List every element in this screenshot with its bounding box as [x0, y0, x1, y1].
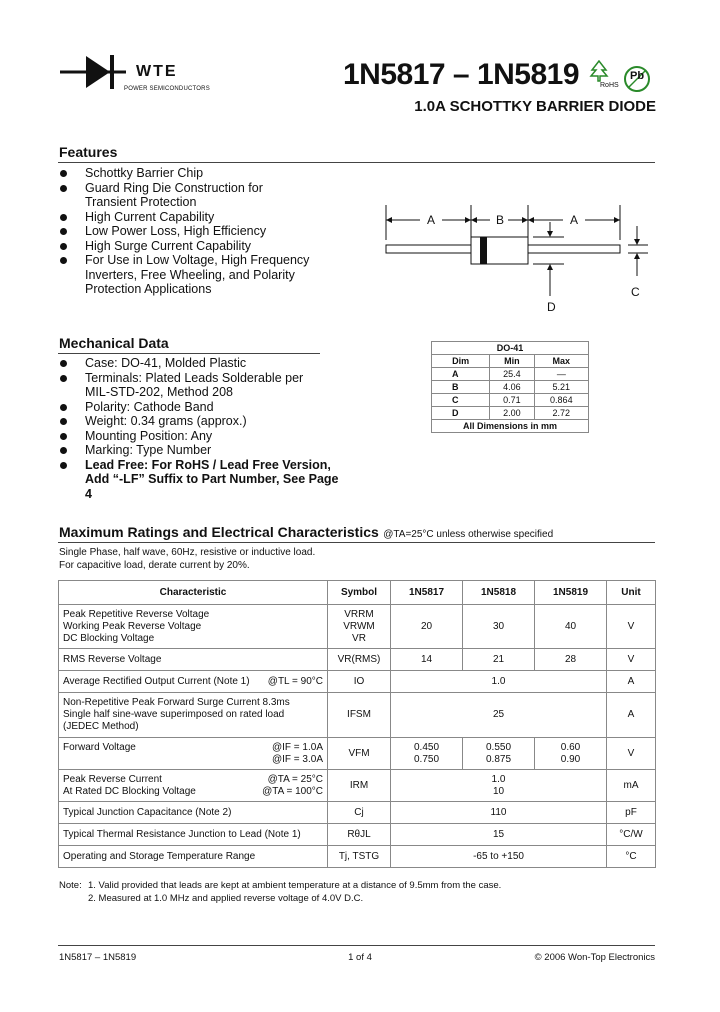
ratings-cell: A	[607, 671, 656, 693]
diode-symbol-logo-icon	[58, 52, 128, 94]
ratings-cell: 28	[535, 649, 607, 671]
dim-cell: —	[534, 368, 588, 381]
mechanical-item: Marking: Type Number	[58, 443, 358, 458]
ratings-cell: 40	[535, 605, 607, 649]
ratings-text: Average Rectified Output Current (Note 1)	[63, 675, 250, 687]
ratings-cell: 1.0	[391, 671, 607, 693]
ratings-heading: Maximum Ratings and Electrical Characteristics	[59, 524, 379, 540]
ratings-row-thermal	[59, 824, 656, 846]
ratings-row-surge	[59, 693, 656, 738]
ratings-text: 0.750	[413, 753, 440, 765]
mechanical-item: Polarity: Cathode Band	[58, 400, 358, 415]
mechanical-item: Weight: 0.34 grams (approx.)	[58, 414, 358, 429]
dim-row	[432, 394, 589, 407]
dim-cell: 0.864	[534, 394, 588, 407]
ratings-cell	[59, 738, 328, 770]
features-heading: Features	[59, 144, 118, 160]
mechanical-item-lead-free: Lead Free: For RoHS / Lead Free Version, Add “-LF” Suffix to Part Number, See Page 4	[58, 458, 348, 502]
ratings-cell: V	[607, 649, 656, 671]
ratings-cell: °C/W	[607, 824, 656, 846]
pb-label: Pb	[630, 70, 645, 82]
ratings-cell	[463, 738, 535, 770]
ratings-col-header: Characteristic	[59, 581, 328, 605]
features-rule	[58, 162, 655, 163]
ratings-cell: mA	[607, 770, 656, 802]
ratings-text: Peak Repetitive Reverse Voltage	[63, 608, 210, 620]
ratings-cell	[59, 770, 328, 802]
feature-item: Schottky Barrier Chip	[58, 166, 358, 181]
product-subtitle: 1.0A SCHOTTKY BARRIER DIODE	[414, 98, 656, 115]
ratings-text: @TA = 25°C	[267, 773, 323, 785]
ratings-text: Single half sine-wave superimposed on rated load	[63, 709, 285, 720]
feature-item: High Current Capability	[58, 210, 358, 225]
footer-part-number: 1N5817 – 1N5819	[59, 952, 137, 963]
brand-subtitle: POWER SEMICONDUCTORS	[124, 86, 210, 92]
ratings-cell: 25	[391, 693, 607, 738]
dim-cell: 25.4	[490, 368, 534, 381]
ratings-text: Forward Voltage	[63, 741, 136, 753]
ratings-cell: IFSM	[328, 693, 391, 738]
ratings-cell: °C	[607, 846, 656, 868]
ratings-row-temperature	[59, 846, 656, 868]
ratings-cell: 15	[391, 824, 607, 846]
ratings-text: VRWM	[343, 620, 375, 632]
package-outline-diagram	[380, 200, 660, 318]
dim-header: Min	[490, 355, 534, 368]
rohs-tree-icon	[588, 60, 610, 82]
dim-header: Max	[534, 355, 588, 368]
ratings-row-reverse-current	[59, 770, 656, 802]
footer-rule	[58, 945, 655, 946]
ratings-cell	[59, 605, 328, 649]
ratings-sub1: Single Phase, half wave, 60Hz, resistive or inductive load.	[59, 547, 316, 558]
feature-item: High Surge Current Capability	[58, 239, 358, 254]
ratings-text: Working Peak Reverse Voltage	[63, 620, 202, 632]
dim-label-d: D	[547, 300, 556, 314]
dim-cell: 5.21	[534, 381, 588, 394]
ratings-text: 0.90	[560, 753, 581, 765]
dim-cell: D	[432, 407, 490, 420]
ratings-text: VRRM	[344, 608, 374, 620]
ratings-cell: 110	[391, 802, 607, 824]
ratings-text: (JEDEC Method)	[63, 721, 139, 732]
part-number-title: 1N5817 – 1N5819	[343, 58, 580, 91]
ratings-cell: VR(RMS)	[328, 649, 391, 671]
ratings-cell: 30	[463, 605, 535, 649]
ratings-col-header: Unit	[607, 581, 656, 605]
ratings-cell	[535, 738, 607, 770]
dim-label-a-left: A	[427, 213, 436, 227]
ratings-text: 0.450	[413, 741, 440, 753]
ratings-row-forward-voltage	[59, 738, 656, 770]
ratings-cell: 20	[391, 605, 463, 649]
ratings-cell: 21	[463, 649, 535, 671]
mechanical-item: Case: DO-41, Molded Plastic	[58, 356, 358, 371]
dim-label-b: B	[496, 213, 505, 227]
dim-label-a-right: A	[570, 213, 579, 227]
ratings-sub2: For capacitive load, derate current by 20%.	[59, 560, 250, 571]
mechanical-rule	[58, 353, 320, 354]
dim-label-c: C	[631, 285, 640, 299]
ratings-rule	[58, 542, 655, 543]
dim-row	[432, 381, 589, 394]
ratings-cell	[391, 770, 607, 802]
dim-cell: 4.06	[490, 381, 534, 394]
ratings-cell	[328, 605, 391, 649]
ratings-header-row	[59, 581, 656, 605]
dim-cell: C	[432, 394, 490, 407]
footer-page-number: 1 of 4	[348, 952, 372, 963]
ratings-condition: @TA=25°C unless otherwise specified	[383, 529, 554, 540]
ratings-text: @TA = 100°C	[262, 785, 323, 797]
features-list	[58, 166, 358, 297]
notes-prefix: Note:	[59, 880, 82, 891]
dimension-table	[431, 341, 589, 433]
ratings-cell: Tj, TSTG	[328, 846, 391, 868]
ratings-cell: V	[607, 738, 656, 770]
ratings-cell: -65 to +150	[391, 846, 607, 868]
ratings-cell	[59, 693, 328, 738]
ratings-cell: VFM	[328, 738, 391, 770]
dim-table-title: DO-41	[432, 342, 589, 355]
dim-row	[432, 407, 589, 420]
ratings-cell: Cj	[328, 802, 391, 824]
brand-name: WTE	[136, 63, 178, 80]
ratings-col-header: 1N5818	[463, 581, 535, 605]
ratings-text: DC Blocking Voltage	[63, 632, 155, 644]
dim-row	[432, 368, 589, 381]
dim-cell: B	[432, 381, 490, 394]
ratings-cell: A	[607, 693, 656, 738]
ratings-cell: V	[607, 605, 656, 649]
ratings-cell: Typical Junction Capacitance (Note 2)	[59, 802, 328, 824]
ratings-cell: RMS Reverse Voltage	[59, 649, 328, 671]
ratings-cell	[59, 671, 328, 693]
ratings-cell: IO	[328, 671, 391, 693]
ratings-table	[58, 580, 656, 868]
ratings-cell: 14	[391, 649, 463, 671]
dim-cell: A	[432, 368, 490, 381]
ratings-text: VR	[352, 632, 366, 644]
ratings-cell: Operating and Storage Temperature Range	[59, 846, 328, 868]
ratings-col-header: 1N5817	[391, 581, 463, 605]
ratings-text: @IF = 1.0A	[271, 741, 323, 753]
ratings-text: 0.60	[560, 741, 581, 753]
mechanical-item: Mounting Position: Any	[58, 429, 358, 444]
ratings-cell: pF	[607, 802, 656, 824]
rohs-label: RoHS	[600, 82, 619, 89]
mechanical-item: Terminals: Plated Leads Solderable per MIL-STD-202, Method 208	[58, 371, 328, 400]
ratings-cell: RθJL	[328, 824, 391, 846]
dim-cell: 0.71	[490, 394, 534, 407]
dim-cell: 2.72	[534, 407, 588, 420]
note-1: 1. Valid provided that leads are kept at ambient temperature at a distance of 9.5mm from the case.	[88, 880, 502, 891]
dim-header: Dim	[432, 355, 490, 368]
ratings-row-voltage	[59, 605, 656, 649]
dim-table-footer: All Dimensions in mm	[432, 420, 589, 433]
ratings-row-avg-current	[59, 671, 656, 693]
feature-item: Low Power Loss, High Efficiency	[58, 224, 358, 239]
feature-item: For Use in Low Voltage, High Frequency Inverters, Free Wheeling, and Polarity Protection Applications	[58, 253, 333, 297]
ratings-text: Non-Repetitive Peak Forward Surge Current 8.3ms	[63, 697, 290, 708]
ratings-text: 10	[492, 785, 505, 797]
ratings-cell: Typical Thermal Resistance Junction to Lead (Note 1)	[59, 824, 328, 846]
mechanical-heading: Mechanical Data	[59, 335, 169, 351]
ratings-text: At Rated DC Blocking Voltage	[63, 785, 196, 797]
ratings-col-header: 1N5819	[535, 581, 607, 605]
footer-copyright: © 2006 Won-Top Electronics	[534, 952, 655, 963]
ratings-text: @IF = 3.0A	[271, 753, 323, 765]
feature-item: Guard Ring Die Construction for Transient Protection	[58, 181, 303, 210]
ratings-text: @TL = 90°C	[267, 675, 323, 687]
note-2: 2. Measured at 1.0 MHz and applied reverse voltage of 4.0V D.C.	[88, 893, 364, 904]
ratings-cell: IRM	[328, 770, 391, 802]
ratings-heading-line	[59, 524, 659, 542]
ratings-row-capacitance	[59, 802, 656, 824]
ratings-cell	[391, 738, 463, 770]
ratings-text: 0.550	[485, 741, 512, 753]
ratings-text: 0.875	[485, 753, 512, 765]
ratings-row-rms	[59, 649, 656, 671]
ratings-col-header: Symbol	[328, 581, 391, 605]
ratings-text: Peak Reverse Current	[63, 773, 162, 785]
dim-cell: 2.00	[490, 407, 534, 420]
mechanical-list	[58, 356, 358, 501]
ratings-text: 1.0	[491, 773, 506, 785]
